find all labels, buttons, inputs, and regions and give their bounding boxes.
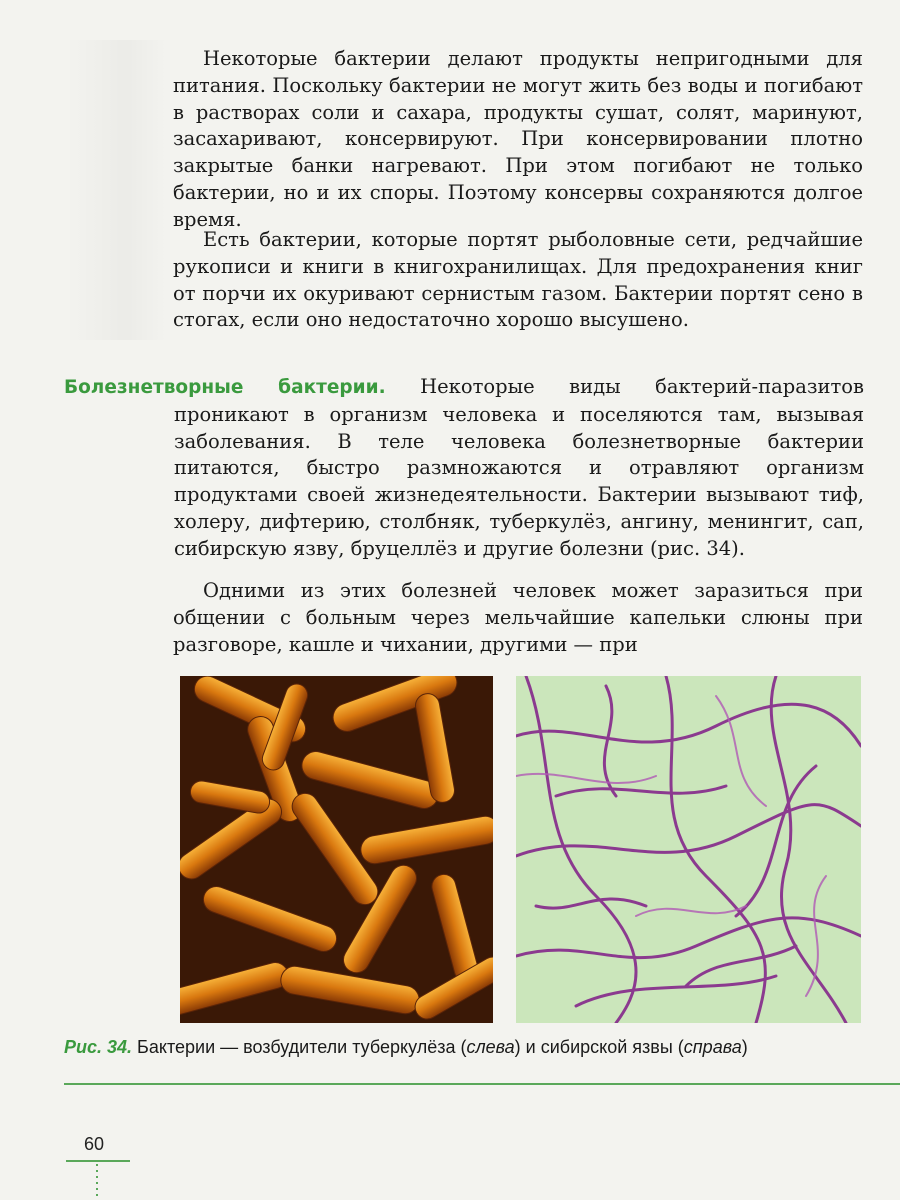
anthrax-bacteria-photo [516, 676, 861, 1023]
paragraph-spoilage [173, 46, 863, 234]
figure-label: Рис. 34. [64, 1037, 133, 1057]
tuberculosis-micrograph [180, 676, 493, 1023]
caption-text: ) [741, 1037, 748, 1057]
caption-right-word: справа [683, 1037, 742, 1057]
page-number: 60 [84, 1134, 105, 1154]
paragraph-damage [173, 227, 863, 334]
paragraph-infection [173, 578, 863, 658]
caption-divider [64, 1083, 900, 1085]
page-number-underline [66, 1160, 130, 1162]
section-heading: Болезнетворные бактерии. [64, 377, 386, 398]
tuberculosis-bacteria-photo [180, 676, 493, 1023]
caption-text: ) и сибирской язвы ( [514, 1037, 684, 1057]
caption-left-word: слева [466, 1037, 515, 1057]
paragraph-text: Есть бактерии, которые портят рыболовные сети, редчайшие рукописи и книги в книгохранилищах. Для предохранения книг от порчи их окуривают сернистым газом. Бактерии портят сено в стогах, если оно недостаточно хорошо высушено. [173, 228, 863, 332]
section-pathogenic-bacteria [64, 374, 864, 563]
figure-caption [64, 1036, 864, 1059]
anthrax-micrograph [516, 676, 861, 1023]
paragraph-text: Одними из этих болезней человек может заразиться при общении с больным через мельчайшие капельки слюны при разговоре, кашле и чихании, другими — при [173, 579, 863, 656]
paragraph-pathogenic [64, 374, 864, 563]
paragraph-text: Некоторые виды бактерий-паразитов проникают в организм человека и поселяются там, вызывая заболевания. В теле человека болезнетворные бактерии питаются, быстро размножаются и отравляют организм продуктами своей жизнедеятельности. Бактерии вызывают тиф, холеру, дифтерию, столбняк, туберкулёз, ангину, менингит, сап, сибирскую язву, бруцеллёз и другие болезни (рис. 34). [174, 375, 864, 560]
paragraph-text: Некоторые бактерии делают продукты непригодными для питания. Поскольку бактерии не могут жить без воды и погибают в растворах соли и сахара, продукты сушат, солят, маринуют, засахаривают, консервируют. При консервировании плотно закрытые банки нагревают. При этом погибают не только бактерии, но и их споры. Поэтому консервы сохраняются долгое время. [173, 47, 863, 231]
caption-text: Бактерии — возбудители туберкулёза ( [132, 1037, 467, 1057]
page-dotted-line [96, 1164, 98, 1200]
page-shadow [66, 40, 166, 340]
